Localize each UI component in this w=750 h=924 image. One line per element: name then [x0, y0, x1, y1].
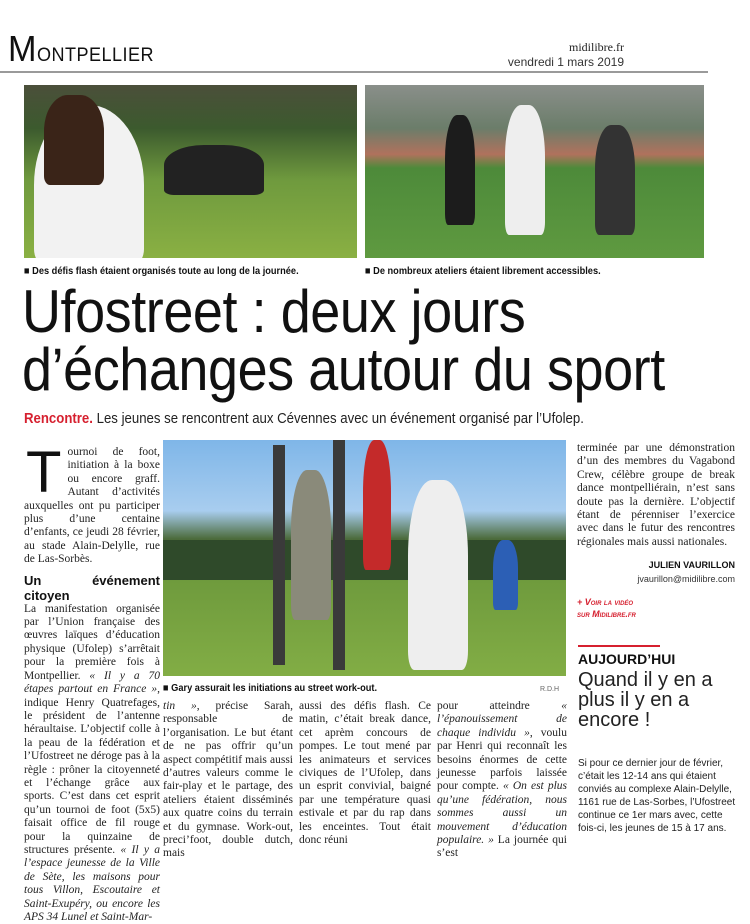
photo-caption-1: ■ Des défis flash étaient organisés toute au long de la journée.	[24, 265, 299, 277]
text-segment: pour atteindre	[437, 700, 562, 712]
header-rule	[0, 71, 708, 73]
quote-text: « Il y a 70 étapes partout en France »	[24, 669, 160, 696]
photo-ateliers	[365, 85, 704, 258]
article-column-3	[299, 700, 431, 847]
sidebar-title: Quand il y en a plus il y en a encore !	[578, 669, 713, 731]
quote-text: « l’épanouissement de chaque individu »	[437, 700, 567, 739]
body-text	[163, 700, 293, 861]
quote-text: « Il y a l’espace jeunesse de la Ville de Sète, les maisons pour tous Villon, Escoutaire et Saint-Exupéry, ou encore les APS 34 Lunel et Saint-Mar-	[24, 843, 160, 923]
photo-credit: R.D.H	[540, 686, 560, 693]
issue-date: vendredi 1 mars 2019	[507, 55, 624, 69]
photo-caption-2: ■ De nombreux ateliers étaient librement accessibles.	[365, 265, 601, 277]
deck	[24, 410, 584, 427]
deck-text: Les jeunes se rencontrent aux Cévennes avec un événement organisé par l’Ufolep.	[96, 410, 584, 427]
body-text	[437, 700, 567, 861]
article-column-2	[163, 700, 293, 861]
drop-cap: T	[26, 440, 62, 505]
text-segment: La manifestation organisée par l’Union française des œuvres laïques d’éducation physique (Ufolep) s’arrêtait pour la première fois à Montpellier.	[24, 602, 160, 682]
body-text	[24, 603, 160, 924]
video-link-line-2[interactable]: sur Midilibre.fr	[577, 609, 636, 620]
author-email[interactable]: jvaurillon@midilibre.com	[637, 573, 735, 584]
video-link[interactable]	[577, 596, 735, 620]
section-title: Montpellier	[8, 28, 155, 69]
text-segment: La journée qui s’est	[437, 834, 567, 860]
headline-line-1: Ufostreet : deux jours	[22, 278, 526, 345]
text-segment: , voulu par Henri qui reconnaît les besoins énormes de cette jeunesse parfois laissée pour compte.	[437, 726, 567, 793]
photo-defis-flash	[24, 85, 357, 258]
body-text	[577, 442, 735, 549]
text-segment: terminée par une démonstration d’un des membres du Vagabond Crew, célèbre groupe de break dance montpelliérain, n’est sans doute pas la dernière. L’objectif étant de pérenniser l’exercice avec dans le futur des rencontres régionales mais aussi nationales.	[577, 442, 735, 548]
quote-text: « On est plus qu’une fédération, nous sommes aussi un mouvement d’éducation populaire. »	[437, 780, 567, 847]
intro-paragraph: ournoi de foot, initiation à la boxe ou encore graff. Autant d’activités auxquelles ont pu participer plus d’une centaine d’enfants, ce jeudi 28 février, au stade Alain-Delylle, rue de Las-Sorbès.	[24, 446, 160, 566]
quote-text: tin »	[163, 700, 197, 712]
subheading: Un événement citoyen	[24, 572, 160, 603]
headline	[22, 278, 665, 403]
video-link-line-1[interactable]: + Voir la vidéo	[577, 597, 634, 608]
site-name: midilibre.fr	[569, 40, 624, 54]
text-segment: , indique Henry Quatrefages, le président de l’antenne héraultaise. L’objectif colle à la peau de la fédération et l’Ufostreet ne déroge pas à la règle : prôner la citoyenneté et l’échange grâce aux sports. C’est dans cet esprit qu’un tournoi de foot (5x5) faisait office de fil rouge pour la quinzaine de structures présente.	[24, 683, 160, 856]
article-column-4	[437, 700, 567, 861]
text-segment: aussi des défis flash. Ce matin, c’était break dance, cet aprèm concours de pompes. Le tout mené par les animateurs et services civiques de l’Ufolep, dans un esprit convivial, baigné par une température quasi estivale et par du rap dans les enceintes. Tout était donc réuni	[299, 700, 431, 847]
text-segment: , précise Sarah, responsable de l’organisation. Le but étant de ne pas offrir qu’un aspect compétitif mais aussi d’autres valeurs comme le fair-play et le partage, des ateliers étaient disséminés aux quatre coins du terrain et du gymnase. Work-out, preci’foot, double dutch, mais	[163, 700, 294, 860]
author-byline: JULIEN VAURILLON	[648, 560, 735, 571]
sidebar-rule	[578, 645, 660, 647]
sidebar-label: AUJOURD’HUI	[578, 651, 676, 667]
article-column-1	[24, 440, 160, 924]
article-column-5	[577, 442, 735, 620]
body-text	[299, 700, 431, 847]
headline-line-2: d’échanges autour du sport	[22, 336, 665, 403]
sidebar-text: Si pour ce dernier jour de février, c’était les 12-14 ans qui étaient conviés au complexe Alain-Delylle, 1161 rue de Las-Sorbes, l’Ufostreet continue ce 1er mars avec, cette fois-ci, les jeunes de 15 à 17 ans.	[578, 758, 736, 834]
photo-caption-3: ■ Gary assurait les initiations au street work-out.	[163, 682, 377, 694]
photo-street-workout	[163, 440, 566, 676]
kicker: Rencontre.	[24, 410, 93, 427]
